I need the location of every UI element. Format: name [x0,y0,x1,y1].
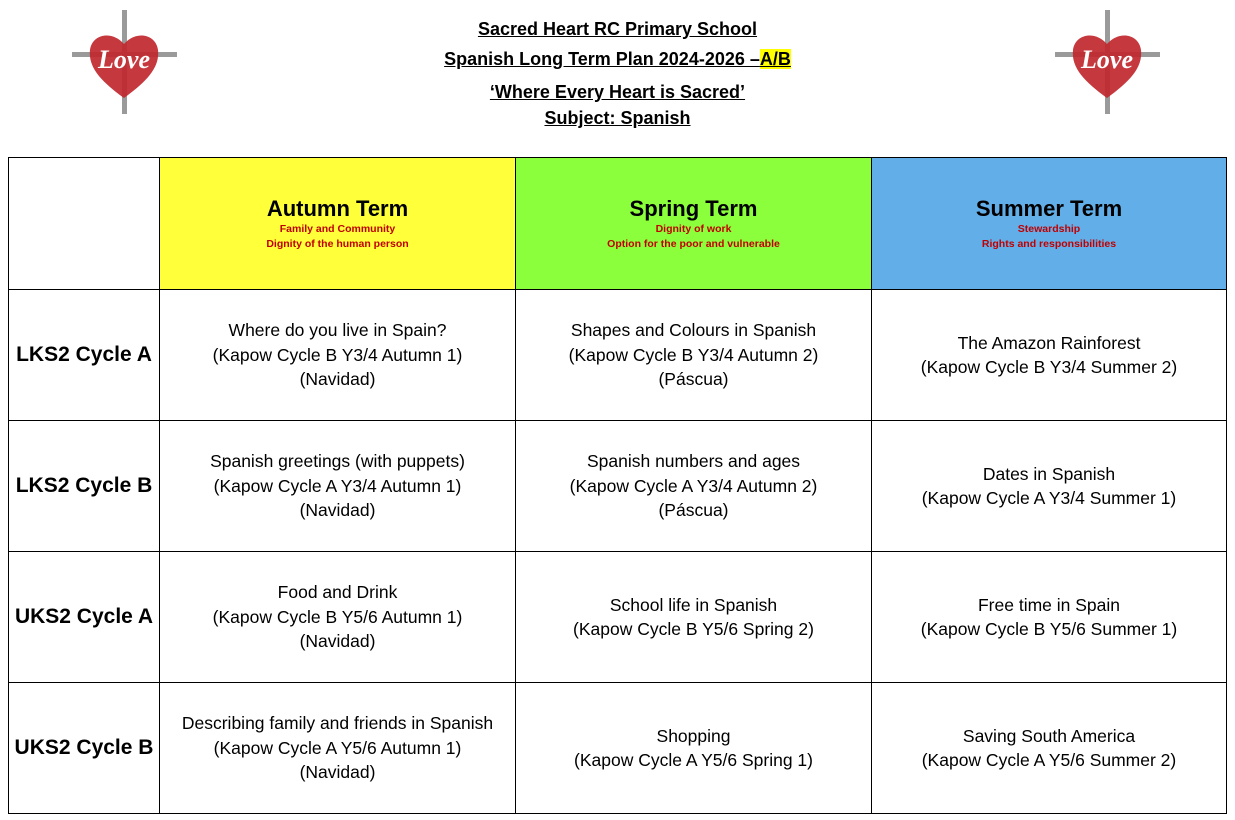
school-name: Sacred Heart RC Primary School [477,19,758,39]
unit-title: Dates in Spanish [982,463,1116,484]
document-header [0,18,1235,133]
table-row [9,683,1227,814]
unit-cell [160,290,516,421]
unit-title: Shopping [656,725,731,746]
unit-reference: (Kapow Cycle A Y3/4 Autumn 1) [213,475,462,496]
love-text: Love [1081,45,1133,74]
term-title: Spring Term [629,195,758,221]
term-theme: Option for the poor and vulnerable [607,237,780,250]
plan-cycle-highlight: A/B [759,49,791,69]
row-label: UKS2 Cycle B [9,683,160,814]
unit-cell [872,683,1227,814]
corner-cell [9,158,160,290]
table-header-row [9,158,1227,290]
unit-title: Describing family and friends in Spanish [181,713,494,734]
unit-note: (Páscua) [658,369,729,390]
unit-cell [516,290,872,421]
unit-reference: (Kapow Cycle A Y3/4 Autumn 2) [569,475,818,496]
unit-note: (Navidad) [299,631,376,652]
unit-cell [872,290,1227,421]
long-term-plan-table [8,157,1227,814]
unit-reference: (Kapow Cycle A Y3/4 Summer 1) [921,488,1177,508]
unit-note: (Páscua) [658,500,729,521]
term-title: Summer Term [975,195,1123,221]
unit-cell [160,552,516,683]
unit-title: Saving South America [962,725,1136,746]
table-row [9,552,1227,683]
unit-reference: (Kapow Cycle B Y3/4 Autumn 2) [568,344,819,365]
table-row [9,290,1227,421]
row-label: UKS2 Cycle A [9,552,160,683]
term-title: Autumn Term [266,195,409,221]
unit-reference: (Kapow Cycle A Y5/6 Spring 1) [574,750,813,770]
autumn-term-header [160,158,516,290]
unit-note: (Navidad) [299,500,376,521]
table-row [9,421,1227,552]
unit-title: Where do you live in Spain? [228,320,447,341]
unit-cell [872,552,1227,683]
term-theme: Dignity of work [655,222,732,235]
summer-term-header [872,158,1227,290]
unit-title: The Amazon Rainforest [957,332,1141,353]
unit-title: School life in Spanish [609,594,778,615]
plan-title [0,48,1235,70]
term-theme: Stewardship [1017,222,1081,235]
unit-reference: (Kapow Cycle B Y5/6 Summer 1) [920,619,1178,639]
unit-reference: (Kapow Cycle B Y5/6 Autumn 1) [212,606,463,627]
plan-title-text: Spanish Long Term Plan 2024-2026 – [444,49,760,69]
unit-cell [516,421,872,552]
unit-title: Shapes and Colours in Spanish [570,320,817,341]
subject-title: Subject: Spanish [544,108,691,128]
row-label: LKS2 Cycle A [9,290,160,421]
unit-title: Spanish numbers and ages [586,451,801,472]
unit-cell [160,421,516,552]
unit-cell [872,421,1227,552]
unit-reference: (Kapow Cycle B Y5/6 Spring 2) [573,619,814,639]
term-theme: Family and Community [279,222,396,235]
unit-cell [516,683,872,814]
row-label: LKS2 Cycle B [9,421,160,552]
unit-reference: (Kapow Cycle A Y5/6 Autumn 1) [213,737,462,758]
term-theme: Dignity of the human person [266,237,409,250]
unit-note: (Navidad) [299,369,376,390]
unit-cell [516,552,872,683]
unit-reference: (Kapow Cycle A Y5/6 Summer 2) [921,750,1177,770]
spring-term-header [516,158,872,290]
love-text: Love [98,45,150,74]
unit-title: Food and Drink [277,582,398,603]
unit-reference: (Kapow Cycle B Y3/4 Autumn 1) [212,344,463,365]
unit-title: Free time in Spain [977,594,1120,615]
school-motto: ‘Where Every Heart is Sacred’ [489,82,746,102]
unit-note: (Navidad) [299,762,376,783]
unit-reference: (Kapow Cycle B Y3/4 Summer 2) [920,357,1178,377]
unit-cell [160,683,516,814]
unit-title: Spanish greetings (with puppets) [210,451,465,472]
term-theme: Rights and responsibilities [981,237,1117,250]
